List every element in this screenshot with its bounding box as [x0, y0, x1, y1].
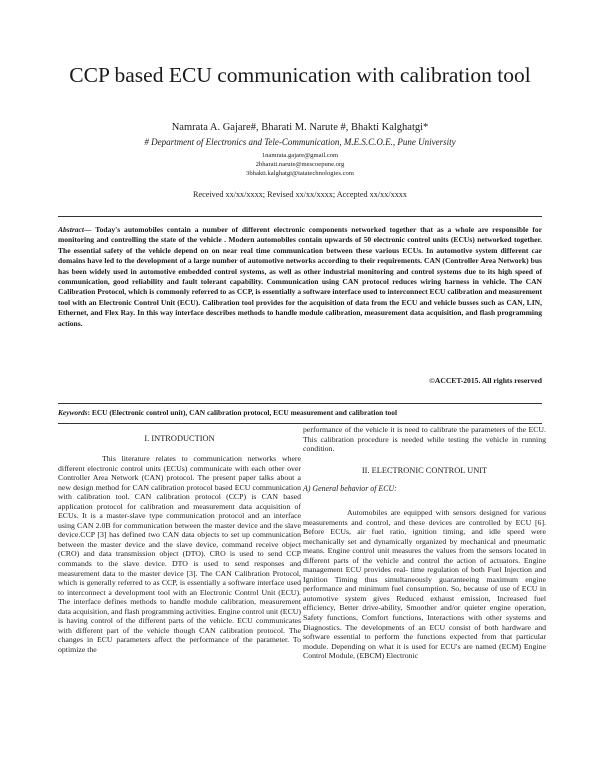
introduction-paragraph: This literature relates to communication networks where different electronic control units (ECUs) communicate with each other over Controller Area Network (CAN) protocol. The present paper talks about a new design method for CAN calibration protocol based ECU communication with calibration tool. CAN calibration protocol (CCP) is CAN based application protocol for calibration and measurement data acquisition of ECUs. It is a master-slave type communication protocol and an interface using CAN 2.0B for communication between the master device and the slave device.CCP [3] has defined two CAN data objects to set up communication between the master device and the slave device, command receive object (CRO) and data transmission object (DTO). CRO is used to send CCP commands to the slave device. DTO is used to send responses and measurement data to the master device [3]. The CAN Calibration Protocol, which is generally referred to as CCP, is essentially a software interface used to interconnect a development tool with an Electronic Control Unit (ECU). The interface defines methods to handle module calibration, measurement data acquisition, and flash programming activities. Engine control unit (ECU) is having control of the different parts of the vehicle. ECU communicates with different part of the vehicle though CAN calibration protocol. The changes in ECU parameters affect the performance of the parameter. To optimize the	[58, 454, 301, 654]
email-1: 1namrata.gajare@gmail.com	[261, 152, 339, 159]
right-column	[303, 508, 546, 661]
abstract	[58, 225, 542, 329]
left-column	[58, 454, 301, 654]
continuation-paragraph: performance of the vehicle it is need to calibrate the parameters of the ECU. This calibration procedure is needed while testing the vehicle in running condition.	[303, 425, 546, 454]
keywords	[58, 408, 542, 418]
abstract-label: Abstract	[58, 225, 84, 234]
section-heading-ecu: II. ELECTRONIC CONTROL UNIT	[361, 466, 488, 475]
email-3: 3bhakti.kalghatgi@tatatechnologies.com	[246, 170, 354, 177]
submission-dates: Received xx/xx/xxxx; Revised xx/xx/xxxx; Accepted xx/xx/xxxx	[193, 190, 407, 199]
keywords-top-divider	[58, 403, 542, 404]
abstract-top-divider	[58, 216, 542, 217]
keywords-text: : ECU (Electronic control unit), CAN calibration protocol, ECU measurement and calibration tool	[87, 408, 398, 417]
subsection-heading: A) General behavior of ECU:	[303, 484, 397, 493]
abstract-text: — Today's automobiles contain a number of different electronic components networked together that as a whole are responsible for monitoring and controlling the state of the vehicle . Modern automobiles contain upwards of 50 electronic control units (ECUs) networked together. The essential safety of the vehicle depend on on near real time communication between these various ECUs. In automotive system different car domains have led to the development of a large number of automotive networks according to their requirements. CAN (Controller Area Network) bus has been widely used in automotive embedded control systems, as well as other industrial monitoring and control systems due to its high speed of communication, good reliability and fault tolerant capability. Communication using CAN protocol reduces wiring harness in vehicle. The CAN Calibration Protocol, which is commonly referred to as CCP, is essentially a software interface used to interconnect ECU calibration and measurement tool with an Electronic Control Unit (ECU). Calibration tool provides for the acquisition of data from the ECU and vehicle busses such as CAN, LIN, Ethernet, and Flex Ray. In this way interface describes methods to handle module calibration, measurement data acquisition, and flash programming actions.	[58, 225, 542, 328]
affiliation: # Department of Electronics and Tele-Communication, M.E.S.C.O.E., Pune University	[144, 137, 456, 147]
email-list	[40, 151, 560, 178]
email-2: 2bharati.narute@mescoepune.org	[255, 161, 345, 168]
keywords-bottom-divider	[58, 423, 542, 424]
copyright-notice: ©ACCET-2015. All rights reserved	[429, 376, 542, 385]
ecu-paragraph: Automobiles are equipped with sensors designed for various measurements and control, and these devices are controlled by ECU [6]. Before ECUs, air fuel ratio, ignition timing, and idle speed were mechanically set and dynamically organized by mechanical and pneumatic means. Engine control unit measures the values from the sensors located in different parts of the vehicle and control the action of actuators. Engine management ECU provides real- time regulation of both Fuel Injection and Ignition Timing thus simultaneously guaranteeing maximum engine performance and minimum fuel consumption. So, because of use of ECU in automotive system gives Reduced exhaust emission, Increased fuel efficiency, Better drive-ability, Smoother and/or quieter engine operation, Safety functions, Comfort functions, Interactions with other systems and Diagnostics. The developments of an ECU consist of both hardware and software essential to perform the functions expected from that particular module. Depending on what it is used for ECU's are named (ECM) Engine Control Module, (EBCM) Electronic	[303, 508, 546, 661]
keywords-label: Keywords	[58, 408, 88, 417]
paper-title: CCP based ECU communication with calibration tool	[69, 63, 531, 87]
author-list: Namrata A. Gajare#, Bharati M. Narute #, Bhakti Kalghatgi*	[171, 122, 429, 133]
section-heading-introduction: I. INTRODUCTION	[144, 434, 215, 443]
right-column-continuation	[303, 425, 546, 454]
